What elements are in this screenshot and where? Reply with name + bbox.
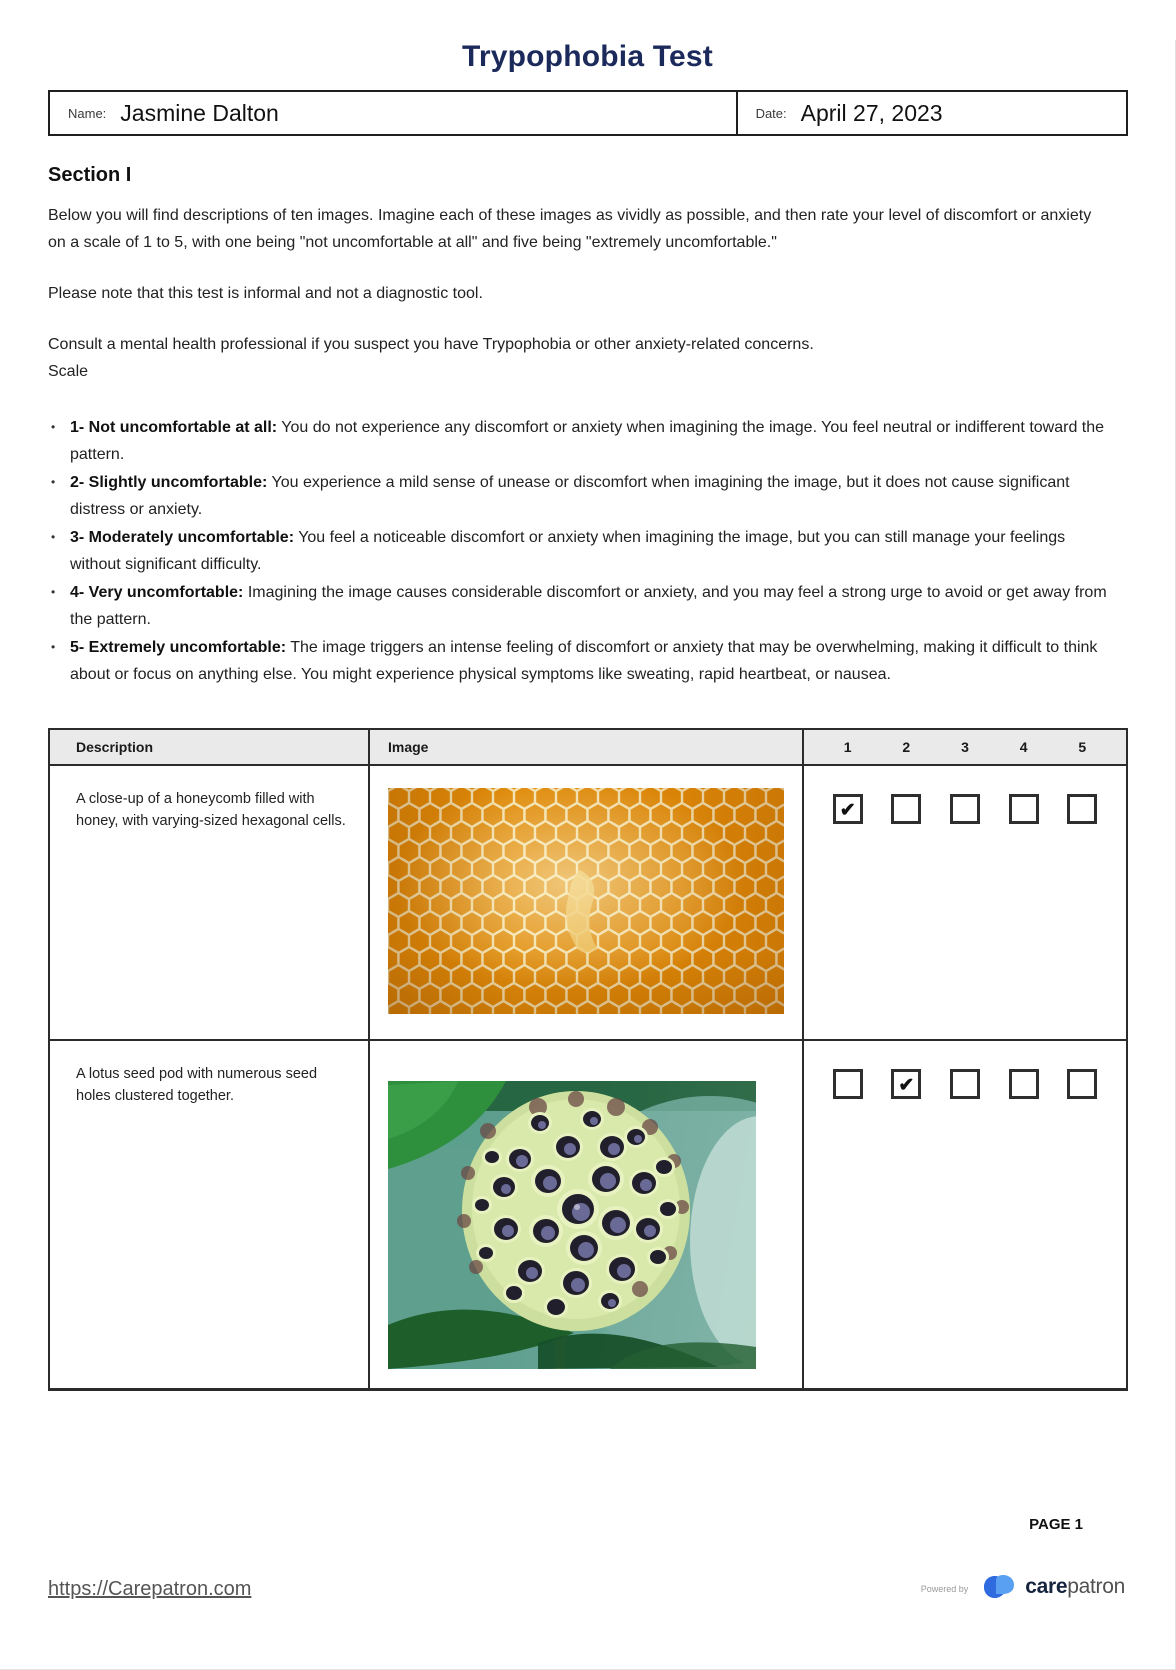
consult-paragraph	[48, 331, 1112, 385]
scale-item-5	[48, 634, 1118, 688]
note-paragraph: Please note that this test is informal and not a diagnostic tool.	[48, 285, 483, 302]
name-value[interactable]: Jasmine Dalton	[120, 99, 279, 126]
page-title: Trypophobia Test	[462, 40, 713, 73]
honeycomb-lighting	[388, 788, 784, 1014]
page-number: PAGE 1	[1029, 1516, 1083, 1533]
checkmark-icon: ✔	[898, 1074, 915, 1096]
scale-item-lead: 1- Not uncomfortable at all:	[70, 419, 278, 436]
scale-item-3	[48, 524, 1118, 578]
name-date-box	[48, 90, 1128, 136]
scale-item-text: Imagining the image causes considerable discomfort or anxiety, and you may feel a strong urge to avoid or get away from the pattern.	[70, 584, 1107, 628]
scale-label: Scale	[48, 363, 89, 380]
rating-header-3: 3	[961, 739, 969, 755]
row2-checkbox-1[interactable]	[833, 1069, 863, 1099]
rating-header-5: 5	[1078, 739, 1087, 755]
rating-header-1: 1	[843, 739, 852, 755]
row1-checkbox-1[interactable]	[833, 794, 863, 824]
name-label: Name:	[68, 105, 107, 121]
section-heading: Section I	[48, 164, 132, 186]
scale-item-1	[48, 414, 1118, 468]
scale-item-lead: 3- Moderately uncomfortable:	[70, 529, 295, 546]
scale-item-lead: 4- Very uncomfortable:	[70, 584, 244, 601]
scale-item-text: You do not experience any discomfort or anxiety when imagining the image. You feel neutral or indifferent toward the pattern.	[70, 419, 1105, 463]
powered-by-label: Powered by	[920, 1584, 969, 1594]
document-page	[0, 40, 1176, 1670]
footer-link[interactable]: https://Carepatron.com	[48, 1578, 252, 1600]
scale-list	[48, 414, 1118, 688]
row2-checkbox-2[interactable]	[891, 1069, 921, 1099]
table-header-row	[50, 730, 1126, 766]
row2-checkbox-4[interactable]	[1009, 1069, 1039, 1099]
logo-mark-icon	[982, 1572, 1018, 1602]
honeycomb-photo	[388, 788, 784, 1014]
row1-ratings	[804, 766, 1126, 1039]
scale-item-text: You feel a noticeable discomfort or anxiety when imagining the image, but you can still manage your feelings without significant difficulty.	[70, 529, 1066, 573]
scale-item-2	[48, 469, 1118, 523]
lotus-illustration	[388, 1081, 756, 1369]
row1-description: A close-up of a honeycomb filled with honey, with varying-sized hexagonal cells.	[76, 791, 346, 829]
row1-checkbox-4[interactable]	[1009, 794, 1039, 824]
header-ratings	[804, 730, 1126, 764]
scale-item-lead: 2- Slightly uncomfortable:	[70, 474, 268, 491]
scale-item-text: You experience a mild sense of unease or discomfort when imagining the image, but it does not cause significant distress or anxiety.	[70, 474, 1070, 518]
row1-checkbox-5[interactable]	[1067, 794, 1097, 824]
header-image: Image	[370, 730, 804, 764]
rating-table	[48, 728, 1128, 1391]
rating-header-2: 2	[902, 739, 911, 755]
table-row	[50, 766, 1126, 1041]
row1-checkbox-3[interactable]	[950, 794, 980, 824]
scale-item-text: The image triggers an intense feeling of discomfort or anxiety that may be overwhelming, making it difficult to think about or focus on anything else. You might experience physical symptoms like sweating, rapid heartbeat, or nausea.	[70, 639, 1098, 683]
row2-checkbox-3[interactable]	[950, 1069, 980, 1099]
date-label: Date:	[755, 105, 787, 121]
rating-header-4: 4	[1019, 739, 1028, 755]
carepatron-logo	[921, 1572, 1125, 1602]
consult-text: Consult a mental health professional if you suspect you have Trypophobia or other anxiety-related concerns.	[48, 336, 814, 353]
date-value[interactable]: April 27, 2023	[800, 99, 943, 126]
row2-ratings	[804, 1041, 1126, 1388]
intro-paragraph: Below you will find descriptions of ten images. Imagine each of these images as vividly as possible, and then rate your level of discomfort or anxiety on a scale of 1 to 5, with one being "not uncomfortable at all" and five being "extremely uncomfortable."	[48, 207, 1092, 251]
date-field[interactable]	[738, 92, 1126, 134]
brand-care: care	[1025, 1575, 1068, 1598]
scale-item-lead: 5- Extremely uncomfortable:	[70, 639, 287, 656]
checkmark-icon: ✔	[839, 799, 856, 821]
row1-checkbox-2[interactable]	[891, 794, 921, 824]
header-description: Description	[50, 730, 370, 764]
row2-checkbox-5[interactable]	[1067, 1069, 1097, 1099]
brand-patron: patron	[1067, 1575, 1125, 1598]
brand-text	[1025, 1575, 1125, 1599]
lotus-seed-pod-photo	[388, 1081, 756, 1369]
scale-item-4	[48, 579, 1118, 633]
table-row	[50, 1041, 1126, 1388]
name-field[interactable]	[50, 92, 738, 134]
row2-description: A lotus seed pod with numerous seed holes clustered together.	[76, 1066, 318, 1104]
